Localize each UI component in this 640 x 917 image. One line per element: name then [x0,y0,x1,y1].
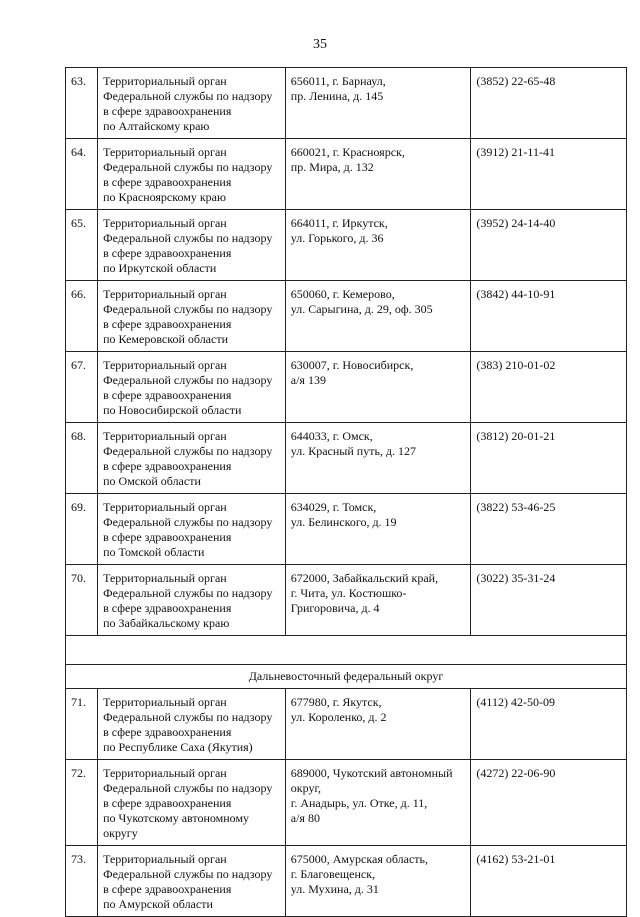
organization-line: Территориальный орган [103,74,227,88]
postal-address [285,689,471,760]
organization-line: по Алтайскому краю [103,119,210,133]
postal-address [285,281,471,352]
organization-line: в сфере здравоохранения [103,104,232,118]
address-line: Григоровича, д. 4 [290,601,380,615]
organization-line: в сфере здравоохранения [103,317,232,331]
phone-number: (383) 210-01-02 [471,352,627,423]
organization-line: Федеральной службы по надзору [103,302,273,316]
organization-line: в сфере здравоохранения [103,601,232,615]
organization-line: по Чукотскому автономному [103,811,250,825]
row-number: 72. [66,760,98,846]
address-line: 630007, г. Новосибирск, [290,358,414,372]
address-line: г. Чита, ул. Костюшко- [290,586,407,600]
section-title: Дальневосточный федеральный округ [66,665,627,689]
table-row [66,352,627,423]
table-spacer-row [66,636,627,665]
table-row [66,565,627,636]
organization-name [98,68,286,139]
row-number: 68. [66,423,98,494]
organization-name [98,494,286,565]
address-line: а/я 80 [290,811,320,825]
organization-line: округу [103,826,138,840]
organization-name [98,689,286,760]
organization-line: в сфере здравоохранения [103,725,232,739]
organization-name [98,846,286,917]
phone-number: (4272) 22-06-90 [471,760,627,846]
address-line: пр. Мира, д. 132 [290,160,374,174]
address-line: г. Благовещенск, [290,867,376,881]
organization-name [98,352,286,423]
address-line: 650060, г. Кемерово, [290,287,395,301]
postal-address [285,846,471,917]
organization-line: Территориальный орган [103,358,227,372]
organization-line: в сфере здравоохранения [103,530,232,544]
address-line: пр. Ленина, д. 145 [290,89,384,103]
address-line: ул. Горького, д. 36 [290,231,384,245]
address-line: 689000, Чукотский автономный [290,766,453,780]
postal-address [285,494,471,565]
row-number: 69. [66,494,98,565]
phone-number: (4162) 53-21-01 [471,846,627,917]
postal-address [285,760,471,846]
address-line: 660021, г. Красноярск, [290,145,405,159]
organization-line: Федеральной службы по надзору [103,515,273,529]
organization-name [98,423,286,494]
row-number: 66. [66,281,98,352]
phone-number: (3022) 35-31-24 [471,565,627,636]
organization-line: Федеральной службы по надзору [103,586,273,600]
address-line: 644033, г. Омск, [290,429,373,443]
organization-line: Федеральной службы по надзору [103,160,273,174]
table-row [66,846,627,917]
postal-address [285,423,471,494]
organization-line: Федеральной службы по надзору [103,710,273,724]
organization-line: Территориальный орган [103,145,227,159]
address-line: 672000, Забайкальский край, [290,571,439,585]
phone-number: (3812) 20-01-21 [471,423,627,494]
phone-number: (3842) 44-10-91 [471,281,627,352]
postal-address [285,565,471,636]
table-row [66,494,627,565]
table-row [66,210,627,281]
row-number: 67. [66,352,98,423]
address-line: ул. Сарыгина, д. 29, оф. 305 [290,302,433,316]
table-row [66,139,627,210]
organization-line: по Кемеровской области [103,332,229,346]
organization-line: по Республике Саха (Якутия) [103,740,253,754]
spacer-cell [66,636,627,665]
row-number: 65. [66,210,98,281]
organization-line: Территориальный орган [103,500,227,514]
phone-number: (3852) 22-65-48 [471,68,627,139]
organization-name [98,139,286,210]
organization-line: Территориальный орган [103,852,227,866]
organization-line: в сфере здравоохранения [103,175,232,189]
organization-line: по Забайкальскому краю [103,616,230,630]
organization-line: Федеральной службы по надзору [103,867,273,881]
address-line: г. Анадырь, ул. Отке, д. 11, [290,796,428,810]
row-number: 63. [66,68,98,139]
phone-number: (3952) 24-14-40 [471,210,627,281]
postal-address [285,68,471,139]
organization-line: по Красноярскому краю [103,190,226,204]
postal-address [285,352,471,423]
organization-line: Территориальный орган [103,571,227,585]
organization-line: Территориальный орган [103,287,227,301]
page-number: 35 [313,37,327,52]
address-line: а/я 139 [290,373,326,387]
row-number: 64. [66,139,98,210]
address-line: ул. Белинского, д. 19 [290,515,397,529]
organization-line: по Иркутской области [103,261,217,275]
table-row [66,423,627,494]
organization-line: Территориальный орган [103,216,227,230]
organization-line: Федеральной службы по надзору [103,444,273,458]
address-line: округ, [290,781,322,795]
organization-line: Территориальный орган [103,766,227,780]
row-number: 70. [66,565,98,636]
table-row [66,281,627,352]
address-line: ул. Мухина, д. 31 [290,882,379,896]
phone-number: (3822) 53-46-25 [471,494,627,565]
organization-line: в сфере здравоохранения [103,882,232,896]
phone-number: (4112) 42-50-09 [471,689,627,760]
organization-name [98,210,286,281]
organization-line: в сфере здравоохранения [103,796,232,810]
address-line: 677980, г. Якутск, [290,695,382,709]
postal-address [285,210,471,281]
address-line: 656011, г. Барнаул, [290,74,386,88]
organization-name [98,281,286,352]
organization-line: по Амурской области [103,897,213,911]
organization-line: Федеральной службы по надзору [103,89,273,103]
table-row [66,689,627,760]
table-row [66,68,627,139]
organization-line: Федеральной службы по надзору [103,781,273,795]
organization-line: в сфере здравоохранения [103,459,232,473]
address-line: 634029, г. Томск, [290,500,377,514]
organization-line: по Томской области [103,545,205,559]
postal-address [285,139,471,210]
authority-table [65,67,627,917]
organization-line: по Омской области [103,474,201,488]
phone-number: (3912) 21-11-41 [471,139,627,210]
address-line: ул. Короленко, д. 2 [290,710,387,724]
organization-line: Территориальный орган [103,695,227,709]
organization-line: Федеральной службы по надзору [103,231,273,245]
address-line: 664011, г. Иркутск, [290,216,388,230]
section-header-row [66,665,627,689]
organization-line: в сфере здравоохранения [103,246,232,260]
row-number: 71. [66,689,98,760]
organization-line: в сфере здравоохранения [103,388,232,402]
table-row [66,760,627,846]
organization-name [98,565,286,636]
authority-table-body [66,68,627,917]
organization-line: Федеральной службы по надзору [103,373,273,387]
organization-line: по Новосибирской области [103,403,242,417]
organization-name [98,760,286,846]
address-line: 675000, Амурская область, [290,852,429,866]
row-number: 73. [66,846,98,917]
organization-line: Территориальный орган [103,429,227,443]
address-line: ул. Красный путь, д. 127 [290,444,417,458]
